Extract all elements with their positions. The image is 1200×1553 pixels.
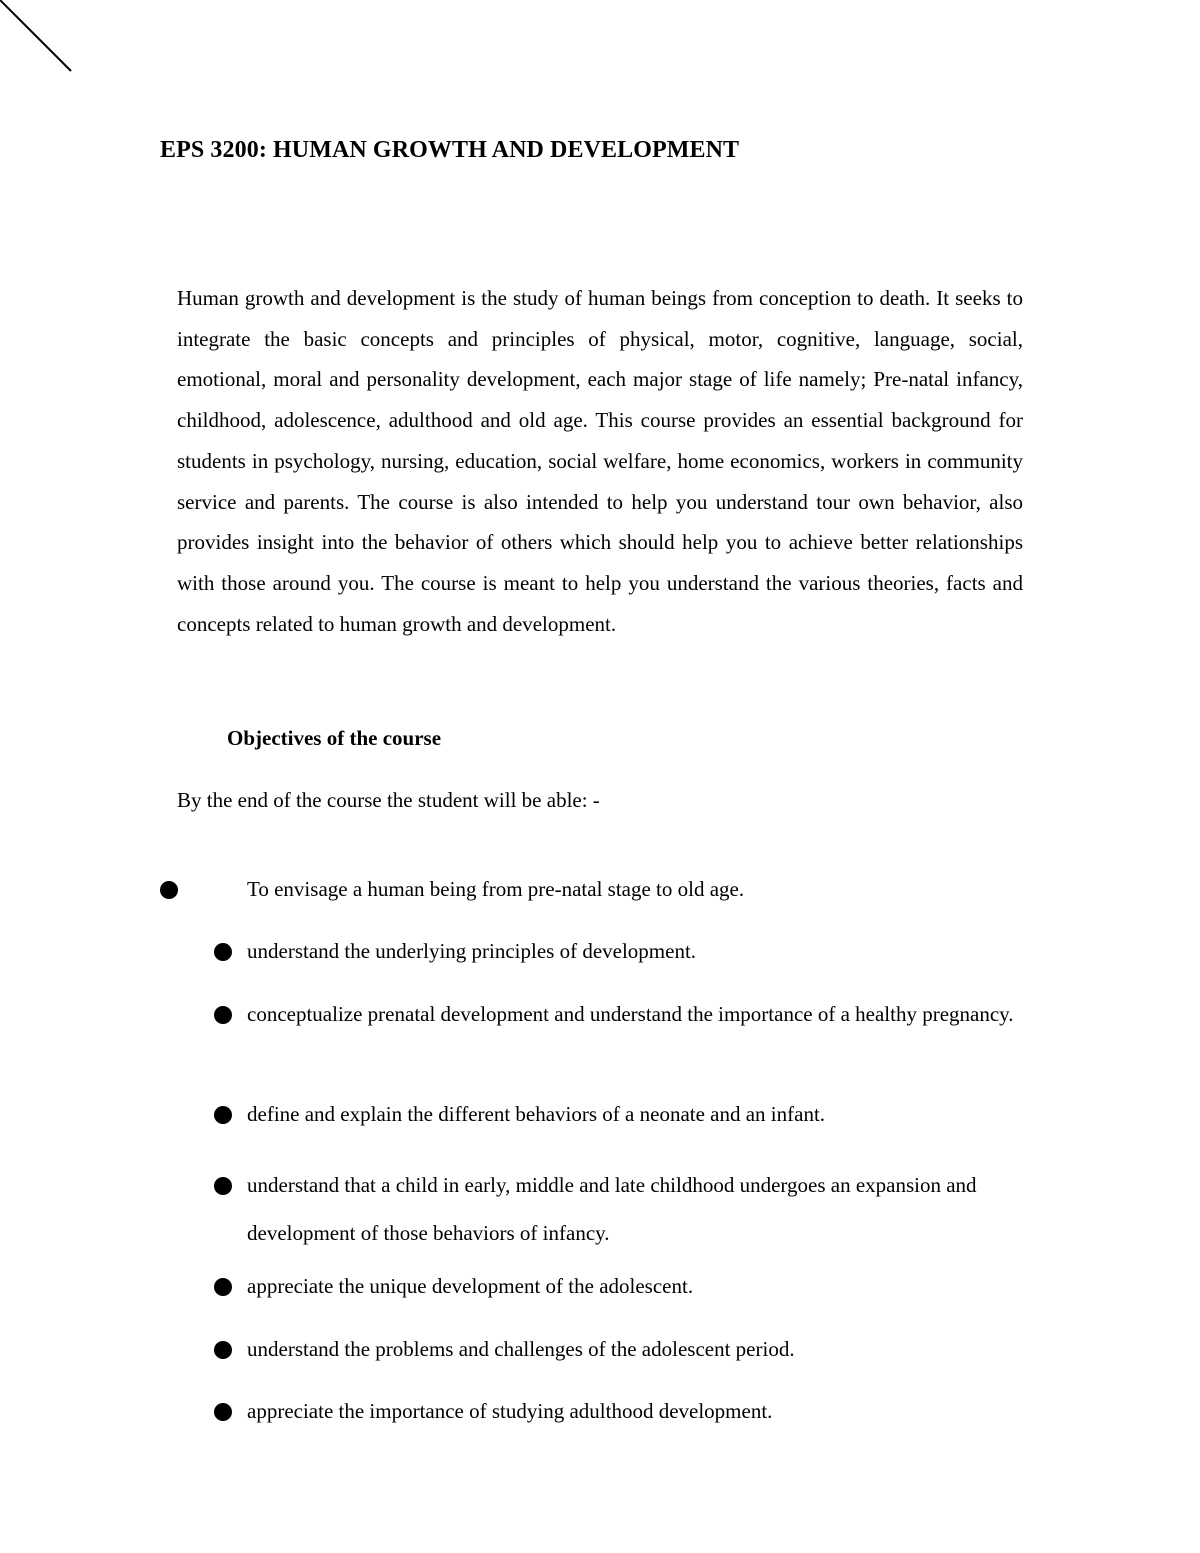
list-item: understand the problems and challenges of the adolescent period. — [247, 1337, 795, 1361]
list-item: understand that a child in early, middle and late childhood undergoes an expansion and development of those behaviors of infancy. — [247, 1173, 977, 1245]
list-item: define and explain the different behaviors of a neonate and an infant. — [247, 1102, 826, 1126]
bullet-icon — [214, 1341, 232, 1359]
bullet-icon — [160, 881, 178, 899]
objectives-heading: Objectives of the course — [227, 726, 442, 750]
bullet-icon — [214, 943, 232, 961]
intro-paragraph: Human growth and development is the study of human beings from conception to death. It seeks to integrate the basic concepts and principles of physical, motor, cognitive, language, social, emotional, moral and personality development, each major stage of life namely; Pre-natal infancy, childhood, adolescence, adulthood and old age. This course provides an essential background for students in psychology, nursing, education, social welfare, home economics, workers in community service and parents. The course is also intended to help you understand tour own behavior, also provides insight into the behavior of others which should help you to achieve better relationships with those around you. The course is meant to help you understand the various theories, facts and concepts related to human growth and development. — [177, 286, 1023, 636]
bullet-icon — [214, 1177, 232, 1195]
list-item: To envisage a human being from pre-natal stage to old age. — [247, 877, 745, 901]
document-title: EPS 3200: HUMAN GROWTH AND DEVELOPMENT — [160, 137, 740, 163]
list-item: conceptualize prenatal development and understand the importance of a healthy pregnancy. — [247, 1002, 1014, 1026]
bullet-icon — [214, 1106, 232, 1124]
objectives-lead-in: By the end of the course the student will be able: - — [177, 788, 600, 812]
list-item: appreciate the importance of studying adulthood development. — [247, 1399, 773, 1423]
list-item: understand the underlying principles of development. — [247, 939, 697, 963]
list-item: appreciate the unique development of the adolescent. — [247, 1274, 694, 1298]
bullet-icon — [214, 1278, 232, 1296]
bullet-icon — [214, 1006, 232, 1024]
corner-diagonal-line — [0, 0, 80, 80]
bullet-icon — [214, 1403, 232, 1421]
